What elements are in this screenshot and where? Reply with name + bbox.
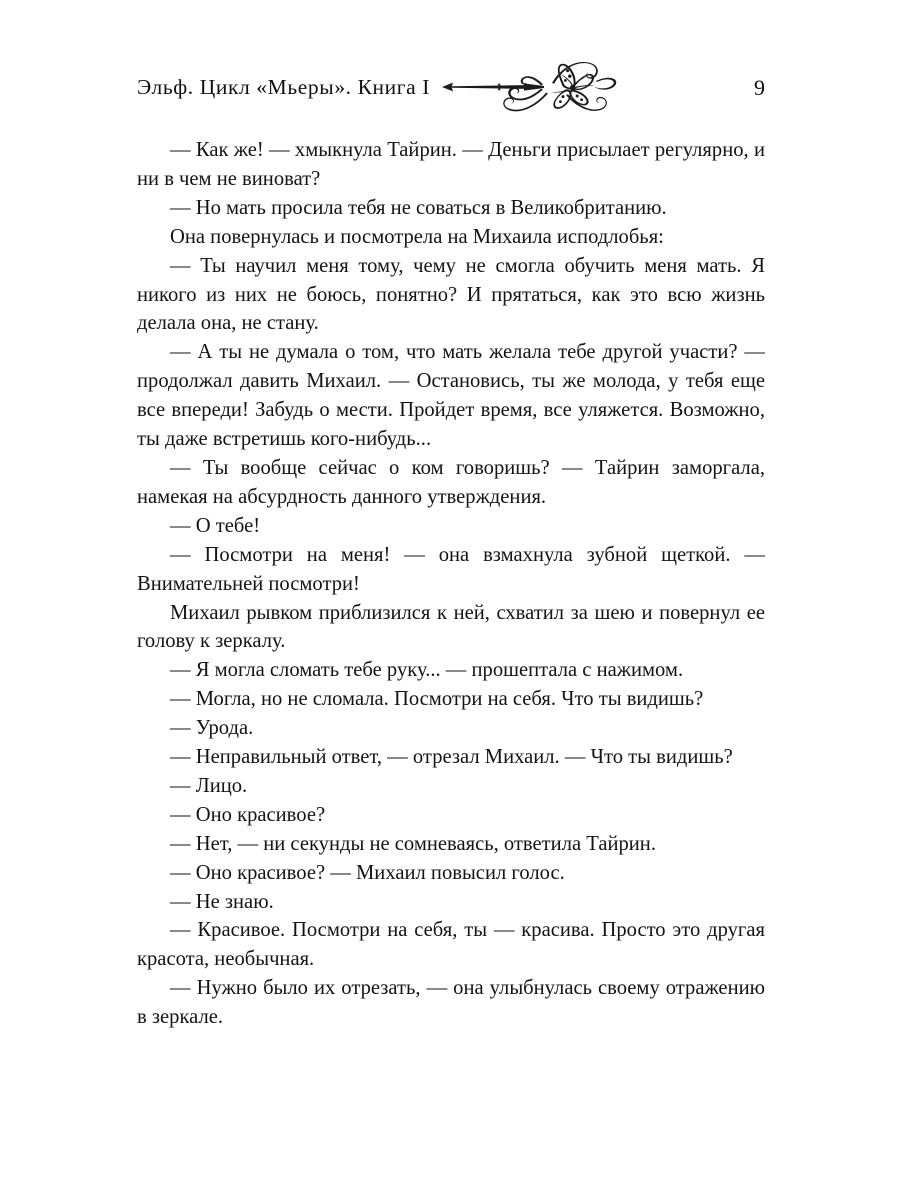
paragraph: — Оно красивое? — [170, 803, 326, 826]
paragraph: — О тебе! — [170, 514, 261, 537]
paragraph: — Ты вообще сейчас о ком говоришь? — Тайрин заморгала, намекая на абсурдность данного утверждения. — [137, 456, 765, 508]
paragraph: — Урода. — [170, 717, 254, 740]
paragraph: Она повернулась и посмотрела на Михаила исподлобья: — [170, 225, 664, 248]
page-number: 9 — [754, 75, 765, 100]
paragraph: — Неправильный ответ, — отрезал Михаил. — Что ты видишь? — [170, 746, 733, 769]
paragraph: — Красивое. Посмотри на себя, ты — красива. Просто это другая красота, необычная. — [137, 919, 765, 971]
paragraph: — А ты не думала о том, что мать желала тебе другой участи? — продолжал давить Михаил. — Остановись, ты же молода, у тебя еще все впереди! Забудь о мести. Пройдет время, все уляжется. Возможно, ты даже встретишь кого-нибудь... — [137, 341, 765, 451]
paragraph: — Посмотри на меня! — она взмахнула зубной щеткой. — Внимательней посмотри! — [137, 543, 765, 595]
body-text — [137, 136, 765, 1032]
paragraph: — Но мать просила тебя не соваться в Великобританию. — [170, 196, 667, 219]
paragraph: Михаил рывком приблизился к ней, схватил за шею и повернул ее голову к зеркалу. — [137, 601, 765, 653]
paragraph: — Лицо. — [170, 774, 248, 797]
paragraph: — Как же! — хмыкнула Тайрин. — Деньги присылает регулярно, и ни в чем не виноват? — [137, 139, 765, 190]
paragraph: — Не знаю. — [170, 890, 274, 913]
paragraph: — Могла, но не сломала. Посмотри на себя. Что ты видишь? — [170, 688, 704, 711]
paragraph: — Ты научил меня тому, чему не смогла обучить меня мать. Я никого из них не боюсь, понятно? И прятаться, как это всю жизнь делала она, не стану. — [137, 254, 765, 335]
butterfly-flourish-ornament — [440, 55, 620, 121]
paragraph: — Нужно было их отрезать, — она улыбнулась своему отражению в зеркале. — [137, 977, 765, 1029]
paragraph: — Я могла сломать тебе руку... — прошептала с нажимом. — [170, 659, 684, 682]
running-head-title: Эльф. Цикл «Мьеры». Книга I — [137, 75, 431, 100]
running-head — [137, 66, 765, 110]
paragraph: — Оно красивое? — Михаил повысил голос. — [170, 861, 565, 884]
paragraph: — Нет, — ни секунды не сомневаясь, ответила Тайрин. — [170, 832, 656, 855]
